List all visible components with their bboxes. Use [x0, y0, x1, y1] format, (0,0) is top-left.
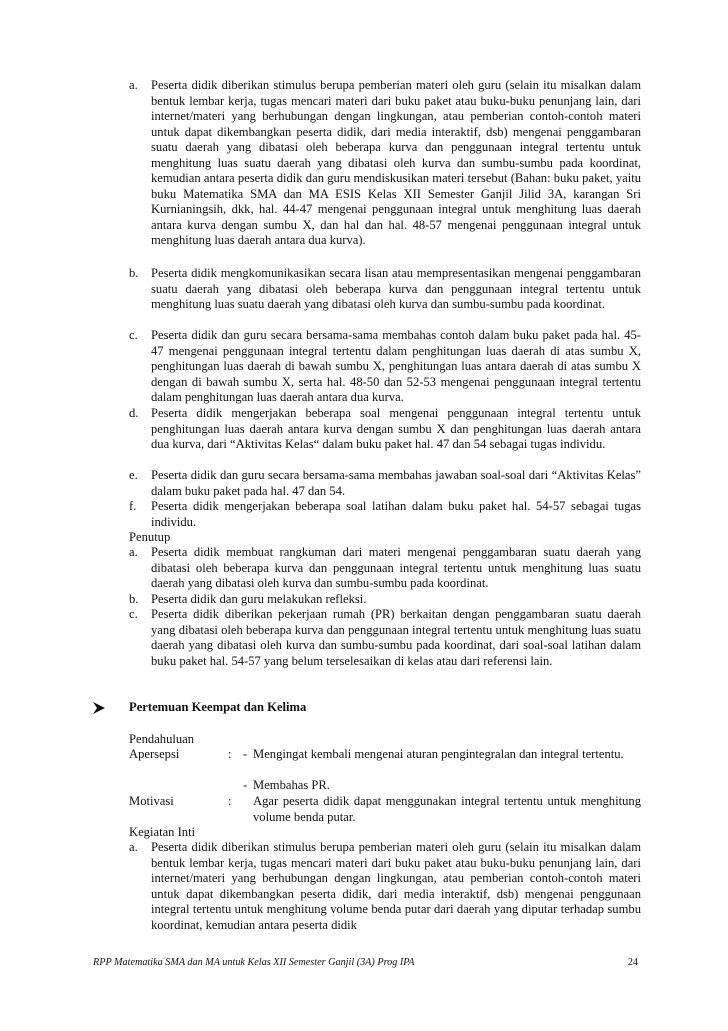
list-item-label: f. [129, 499, 137, 513]
apersepsi-row-2 [129, 778, 641, 794]
apersepsi-item: Membahas PR. [253, 778, 330, 792]
list-item-text: Peserta didik dan guru melakukan refleksi. [151, 592, 367, 606]
list-item-f [129, 499, 641, 530]
list-item-text: Peserta didik mengerjakan beberapa soal mengenai penggunaan integral tertentu untuk penghitungan luas daerah antara kurva dengan sumbu X dan penghitungan luas daerah antara dua kurva, dari “Aktivitas Kelas“ dalam buku paket hal. 47 dan 54 sebagai tugas individu. [151, 406, 641, 452]
apersepsi-dash: - [243, 778, 248, 792]
list-item-text: Peserta didik dan guru secara bersama-sama membahas jawaban soal-soal dari “Aktivitas Kelas” dalam buku paket pada hal. 47 dan 54. [151, 468, 641, 498]
kegiatan-item-a [129, 840, 641, 933]
penutup-item-a [129, 545, 641, 592]
penutup-item-c [129, 607, 641, 669]
footer-title: RPP Matematika SMA dan MA untuk Kelas XII Semester Ganjil (3A) Prog IPA [93, 957, 415, 968]
motivasi-label: Motivasi [129, 794, 174, 808]
penutup-item-b [129, 592, 641, 608]
list-item-text: Peserta didik diberikan pekerjaan rumah (PR) berkaitan dengan penggambaran suatu daerah yang dibatasi oleh beberapa kurva dan penggunaan integral tertentu untuk menghitung luas suatu daerah yang dibatasi oleh kurva dan sumbu-sumbu pada koordinat, dari soal-soal latihan dalam buku paket hal. 54-57 yang belum terselesaikan di kelas atau dari referensi lain. [151, 607, 641, 668]
motivasi-row [129, 794, 641, 825]
list-item-text: Peserta didik mengerjakan beberapa soal latihan dalam buku paket hal. 54-57 sebagai tugas individu. [151, 499, 641, 529]
section-heading: Pertemuan Keempat dan Kelima [129, 700, 307, 714]
penutup-label: Penutup [129, 530, 171, 544]
list-item-label: b. [129, 592, 139, 606]
list-item-e [129, 468, 641, 499]
list-item-label: e. [129, 468, 138, 482]
apersepsi-row-1 [129, 747, 641, 763]
list-item-a [129, 78, 641, 249]
list-item-label: c. [129, 328, 138, 342]
list-item-text: Peserta didik diberikan stimulus berupa pemberian materi oleh guru (selain itu misalkan dalam bentuk lembar kerja, tugas mencari materi dari buku paket atau buku-buku penunjang lain, dari internet/materi yang berhubungan dengan lingkungan, atau pemberian contoh-contoh materi untuk dapat dikembangkan peserta didik, dari media interaktif, dsb) mengenai penggambaran suatu daerah yang dibatasi oleh beberapa kurva dan penggunaan integral tertentu untuk menghitung luas suatu daerah yang dibatasi oleh kurva dan sumbu-sumbu pada koordinat, kemudian antara peserta didik dan guru mendiskusikan materi tersebut (Bahan: buku paket, yaitu buku Matematika SMA dan MA ESIS Kelas XII Semester Ganjil Jilid 3A, karangan Sri Kurnianingsih, dkk, hal. 44-47 mengenai penggunaan integral untuk menghitung luas daerah antara kurva dengan sumbu X, dan hal dan hal. 48-57 mengenai penggunaan integral untuk menghitung luas daerah antara dua kurva). [151, 78, 641, 248]
kegiatan-inti-label: Kegiatan Inti [129, 825, 196, 839]
list-item-text: Peserta didik dan guru secara bersama-sama membahas contoh dalam buku paket pada hal. 45-47 mengenai penggunaan integral tertentu dalam penghitungan luas daerah di atas sumbu X, penghitungan luas daerah di bawah sumbu X, penghitungan luas antara daerah di atas sumbu X dengan di bawah sumbu X, serta hal. 48-50 dan 52-53 mengenai penggunaan integral tertentu dalam penghitungan luas daerah antara dua kurva. [151, 328, 641, 405]
list-item-label: a. [129, 78, 138, 92]
list-item-label: d. [129, 406, 139, 420]
motivasi-colon: : [228, 794, 232, 808]
apersepsi-label: Apersepsi [129, 747, 180, 761]
list-item-label: c. [129, 607, 138, 621]
list-item-text: Peserta didik mengkomunikasikan secara lisan atau mempresentasikan mengenai penggambaran suatu daerah yang dibatasi oleh beberapa kurva dan penggunaan integral tertentu untuk menghitung luas suatu daerah yang dibatasi oleh kurva dan sumbu-sumbu pada koordinat. [151, 266, 641, 312]
pendahuluan-label: Pendahuluan [129, 732, 195, 746]
list-item-d [129, 406, 641, 453]
list-item-label: a. [129, 545, 138, 559]
list-item-b [129, 266, 641, 313]
page-number: 24 [627, 957, 638, 968]
list-item-c [129, 328, 641, 406]
list-item-label: a. [129, 840, 138, 854]
motivasi-text: Agar peserta didik dapat menggunakan integral tertentu untuk menghitung volume benda putar. [253, 794, 641, 824]
list-item-text: Peserta didik diberikan stimulus berupa pemberian materi oleh guru (selain itu misalkan dalam bentuk lembar kerja, tugas mencari materi dari buku paket atau buku-buku penunjang lain, dari internet/materi yang berhubungan dengan lingkungan, atau pemberian contoh-contoh materi untuk dapat dikembangkan peserta didik, dari media interaktif, dsb) mengenai penggunaan integral tertentu untuk menghitung volume benda putar dari daerah yang diputar terhadap sumbu koordinat, kemudian antara peserta didik [151, 840, 641, 932]
apersepsi-dash: - [243, 747, 248, 761]
list-item-label: b. [129, 266, 139, 280]
list-item-text: Peserta didik membuat rangkuman dari materi mengenai penggambaran suatu daerah yang dibatasi oleh beberapa kurva dan penggunaan integral tertentu untuk menghitung luas suatu daerah yang dibatasi oleh kurva dan sumbu-sumbu pada koordinat. [151, 545, 641, 591]
apersepsi-colon: : [228, 747, 232, 761]
arrow-bullet-icon [92, 701, 106, 715]
apersepsi-item: Mengingat kembali mengenai aturan pengintegralan dan integral tertentu. [253, 747, 624, 761]
